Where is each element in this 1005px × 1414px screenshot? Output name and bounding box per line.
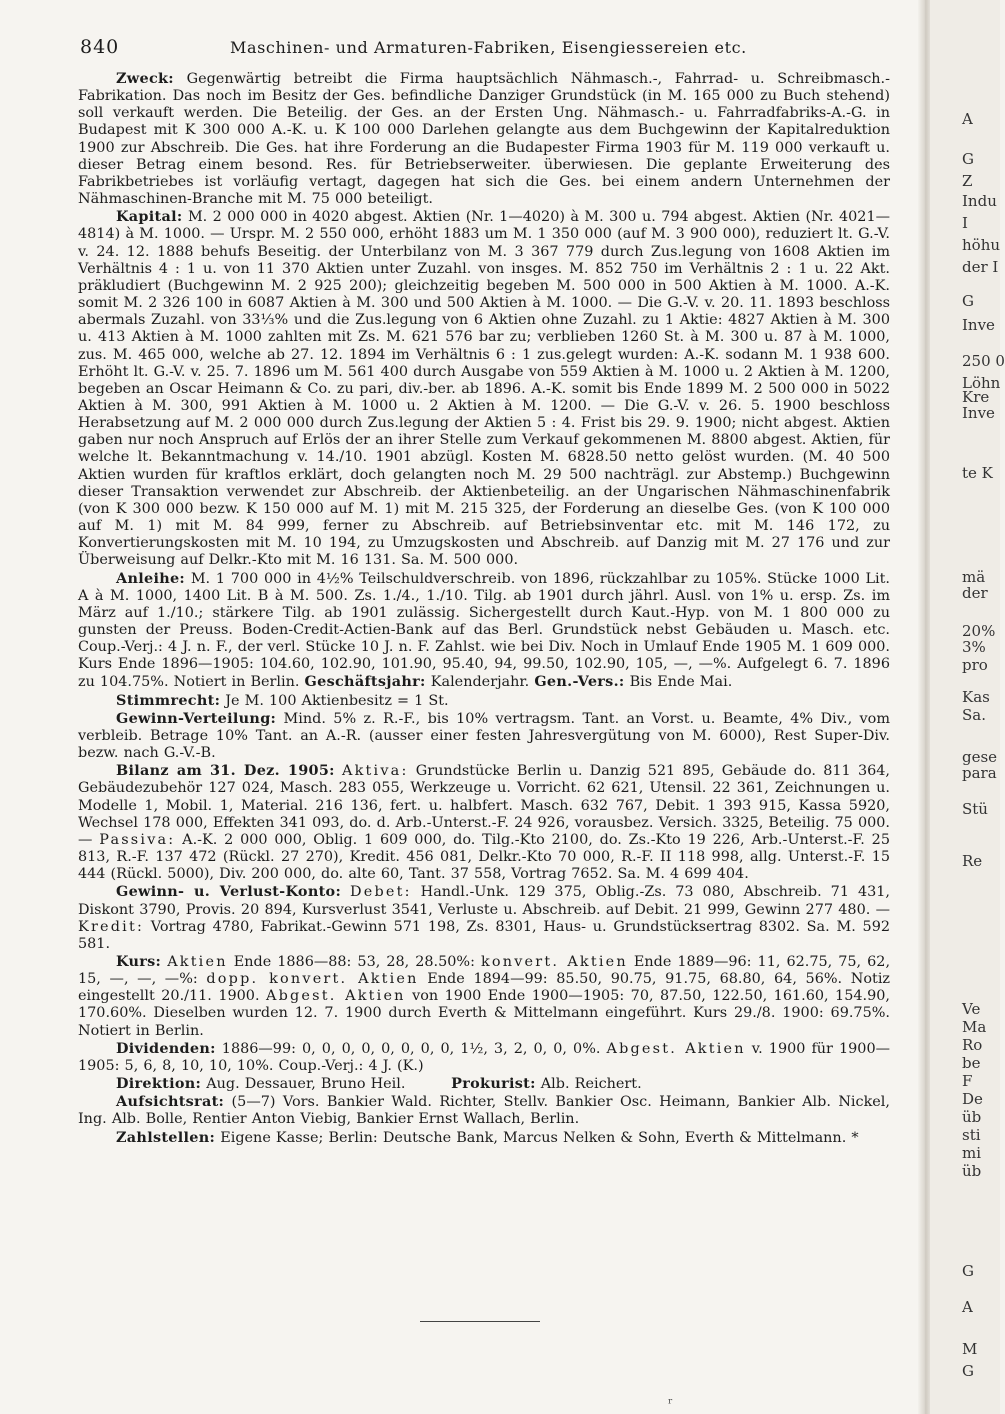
section-text: Ende 1886—88: 53, 28, 28.50%: [233, 953, 475, 970]
next-page-fragment: mi [962, 1144, 982, 1162]
section-label: Kapital: [116, 208, 183, 226]
section-stimmrecht [78, 692, 890, 710]
section-text: A.-K. 2 000 000, Oblig. 1 609 000, do. Tilg.-Kto 2100, do. Zs.-Kto 19 226, Arb.-Unterst.-F. 25 813, R.-F. 137 472 (Rückl. 27 270), Kredit. 456 081, Delkr.-Kto 70 000, R.-F. II 118 998, allg. Unterst.-F. 15 444 (Rückl. 5000), Div. 200 000, do. alte 60, Tant. 37 558, Vortrag 7652. Sa. M. 4 699 404. [78, 831, 890, 883]
passiva-label: Passiva: [99, 831, 176, 848]
section-gewinn-verlust [78, 883, 890, 953]
section-label: Zahlstellen: [116, 1128, 216, 1146]
next-page-fragment: der I [962, 258, 999, 276]
section-text: Handl.-Unk. 129 375, Oblig.-Zs. 73 080, Abschreib. 71 431, Diskont 3790, Provis. 20 894, Kursverlust 3541, Verluste u. Abschreib. auf Debit. 21 999, Gewinn 277 480. — [78, 884, 891, 918]
section-label: Direktion: [116, 1075, 202, 1093]
next-page-fragment: gese [962, 748, 998, 766]
next-page-fragment: Kas [962, 688, 990, 706]
section-text: Kalenderjahr. [430, 674, 530, 691]
section-text: Eigene Kasse; Berlin: Deutsche Bank, Marcus Nelken & Sohn, Everth & Mittelmann. * [220, 1129, 859, 1146]
section-dividenden [78, 1040, 890, 1075]
debet-label: Debet: [350, 884, 412, 901]
section-text: Aug. Dessauer, Bruno Heil. [206, 1076, 406, 1093]
section-label: Gewinn- u. Verlust-Konto: [116, 883, 342, 901]
abgest-label: Abgest. Aktien [606, 1040, 746, 1057]
section-label: Zweck: [116, 70, 174, 87]
section-kapital [78, 208, 890, 569]
next-page-fragment: üb [962, 1162, 982, 1180]
section-label: Geschäftsjahr: [304, 673, 426, 691]
section-aufsichtsrat [78, 1093, 890, 1128]
section-gewinn-verteilung [78, 710, 890, 762]
kredit-label: Kredit: [78, 918, 144, 935]
next-page-fragment: Kre [962, 388, 990, 406]
prokurist-label: Prokurist: [451, 1075, 536, 1093]
next-page-fragment: G [962, 292, 974, 310]
section-text: v. 1900 für 1900—1905: 5, 6, 8, 10, 10, 10%. Coup.-Verj.: 4 J. (K.) [78, 1040, 890, 1074]
section-anleihe [78, 570, 890, 692]
next-page-fragment: I [962, 214, 968, 232]
section-label: Stimmrecht: [116, 691, 221, 709]
page-header [80, 36, 880, 62]
next-page-fragment: Sa. [962, 706, 986, 724]
section-direktion [78, 1075, 890, 1093]
section-text: Mind. 5% z. R.-F., bis 10% vertragsm. Tant. an Vorst. u. Beamte, 4% Div., vom verbleib. Betrage 10% Tant. an A.-R. (ausser einer festen Jahresvergütung von M. 6000), Rest Super-Div. bezw. nach G.-V.-B. [78, 710, 890, 762]
next-page-fragment: A [962, 1298, 973, 1316]
next-page-fragment: Ma [962, 1018, 987, 1036]
aktiva-label: Aktiva: [342, 763, 409, 780]
next-page-fragment: Löhn [962, 374, 1001, 392]
section-label: Aufsichtsrat: [116, 1093, 225, 1111]
section-text: 1886—99: 0, 0, 0, 0, 0, 0, 0, 0, 1½, 3, 2, 0, 0, 0%. [221, 1040, 601, 1057]
next-page-fragment: Ro [962, 1036, 983, 1054]
next-page-fragment: Re [962, 852, 983, 870]
next-page-fragment: Ve [962, 1000, 981, 1018]
page-number: 840 [80, 36, 120, 58]
section-label: Bilanz am 31. Dez. 1905: [116, 762, 335, 780]
section-zahlstellen [78, 1129, 890, 1147]
next-page-fragment: Stü [962, 800, 988, 818]
konvert-label: konvert. Aktien [480, 953, 628, 970]
next-page-fragment: höhu [962, 236, 1001, 254]
section-text: Alb. Reichert. [540, 1076, 642, 1093]
next-page-fragment: G [962, 1362, 974, 1380]
abgest-label: Abgest. Aktien [266, 988, 406, 1005]
section-label: Gen.-Vers.: [534, 673, 625, 691]
dopp-konvert-label: dopp. konvert. Aktien [206, 971, 419, 988]
next-page-fragment: üb [962, 1108, 982, 1126]
section-text: (5—7) Vors. Bankier Wald. Richter, Stellv. Bankier Osc. Heimann, Bankier Alb. Nickel, Ing. Alb. Bolle, Rentier Anton Viebig, Bankier Ernst Wallach, Berlin. [78, 1094, 890, 1128]
next-page-fragment: Indu [962, 192, 997, 210]
aktien-label: Aktien [167, 953, 228, 970]
section-text: M. 1 700 000 in 4½% Teilschuldverschreib. von 1896, rückzahlbar zu 105%. Stücke 1000 Lit. A à M. 1000, 1400 Lit. B à M. 500. Zs. 1./4., 1./10. Tilg. ab 1901 durch jährl. Ausl. von 1% u. ersp. Zs. im März auf 1./10.; stärkere Tilg. ab 1901 zulässig. Sichergestellt durch Kaut.-Hyp. von M. 1 800 000 zu gunsten der Preuss. Boden-Credit-Actien-Bank auf das Berl. Grundstück nebst Gebäuden u. Masch. etc. Coup.-Verj.: 4 J. n. F., der verl. Stücke 10 J. n. F. Zahlst. wie bei Div. Noch in Umlauf Ende 1905 M. 1 609 000. Kurs Ende 1896—1905: 104.60, 102.90, 101.90, 95.40, 94, 99.50, 102.90, 105, —, —%. Aufgelegt 6. 7. 1896 zu 104.75%. Notiert in Berlin. [78, 570, 890, 691]
next-page-fragment: 250 0 [962, 352, 1005, 370]
section-label: Anleihe: [116, 569, 186, 587]
section-text: Grundstücke Berlin u. Danzig 521 895, Gebäude do. 811 364, Gebäudezubehör 127 024, Masch. 283 055, Werkzeuge u. Vorricht. 62 621, Utensil. 22 361, Zeichnungen u. Modelle 1, Mobil. 1, Material. 216 136, fert. u. halbfert. Masch. 632 767, Debit. 1 393 915, Kassa 5920, Wechsel 178 000, Effekten 341 093, do. d. Arb.-Unterst.-F. 24 926, vorausbez. Versich. 3325, Beteilig. 75 000. — [78, 763, 891, 848]
section-text: Ende 1894—99: 85.50, 90.75, 91.75, 68.80, 64, 56%. Notiz eingestellt 20./11. 1900. [78, 971, 891, 1005]
section-text: Gegenwärtig betreibt die Firma hauptsächlich Nähmasch.-, Fahrrad- u. Schreibmasch.-Fabrikation. Das noch im Besitz der Ges. befindliche Danziger Grundstück (in M. 165 000 zu Buch stehend) soll verkauft werden. Die Beteilig. der Ges. an der Ersten Ung. Nähmasch.- u. Fahrradfabriks-A.-G. in Budapest mit K 300 000 A.-K. u. K 100 000 Darlehen gelangte aus dem Buchgewinn der Kapitalreduktion 1900 zur Abschreib. Die Ges. hat ihre Forderung an die Budapester Firma 1903 für M. 119 000 verkauft u. dieser Betrag einem besond. Res. für Betriebserweiter. überwiesen. Die geplante Erweiterung des Fabrikbetriebes ist vorläufig vertagt, dagegen hat sich die Ges. bei einem andern Unternehmen der Nähmaschinen-Branche mit M. 75 000 beteiligt. [78, 71, 890, 208]
next-page-fragment: sti [962, 1126, 981, 1144]
next-page-fragment: mä [962, 568, 986, 586]
main-text-column [78, 70, 890, 1147]
next-page-fragment: der [962, 584, 988, 602]
section-text: Vortrag 4780, Fabrikat.-Gewinn 571 198, Zs. 8301, Haus- u. Grundstücksertrag 8302. Sa. M. 592 581. [78, 918, 891, 952]
section-text: Bis Ende Mai. [629, 674, 733, 691]
section-label: Kurs: [116, 952, 162, 970]
next-page-fragment: 3% [962, 638, 986, 656]
section-text: Je M. 100 Aktienbesitz = 1 St. [225, 692, 449, 709]
section-text: M. 2 000 000 in 4020 abgest. Aktien (Nr. 1—4020) à M. 300 u. 794 abgest. Aktien (Nr. 4021—4814) à M. 1000. — Urspr. M. 2 550 000, erhöht 1883 um M. 1 350 000 (auf M. 3 900 000), reduziert lt. G.-V. v. 24. 12. 1888 behufs Beseitig. der Unterbilanz von M. 3 367 779 durch Zus.legung von 1608 Aktien im Verhältnis 4 : 1 u. von 11 370 Aktien unter Zuzahl. von insges. M. 852 750 im Verhältnis 2 : 1 u. 22 Akt. präkludiert (Buchgewinn M. 2 925 200); gleichzeitig begeben M. 500 000 in 500 Aktien à M. 1000. A.-K. somit M. 2 326 100 in 6087 Aktien à M. 300 und 500 Aktien à M. 1000. — Die G.-V. v. 20. 11. 1893 beschloss abermals Zuzahl. von 33⅓% und die Zus.legung von 6 Aktien ohne Zuzahl. zu 1 Aktie: 4827 Aktien à M. 300 u. 413 Aktien à M. 1000 zahlten mit Zs. M. 621 576 bar zu; verblieben 1260 St. à M. 300 u. 87 à M. 1000, zus. M. 465 000, welche ab 27. 12. 1894 im Verhältnis 6 : 1 zus.gelegt wurden: A.-K. sodann M. 1 938 600. Erhöht lt. G.-V. v. 25. 7. 1896 um M. 561 400 durch Ausgabe von 559 Aktien à M. 1000 u. 2 Aktien à M. 1200, begeben an Oscar Heimann & Co. zu pari, div.-ber. ab 1896. A.-K. somit bis Ende 1899 M. 2 500 000 in 5022 Aktien à M. 300, 991 Aktien à M. 1000 u. 2 Aktien à M. 1200. — Die G.-V. v. 26. 5. 1900 beschloss Herabsetzung auf M. 2 000 000 durch Zus.legung der Aktien 5 : 4. Frist bis 29. 9. 1900; nicht abgest. Aktien gaben nur noch Anspruch auf Erlös der an ihrer Stelle zum Verkauf gekommenen M. 8800 abgest. Aktien, für welche lt. Bekanntmachung v. 14./10. 1901 abzügl. Kosten M. 6828.50 netto gelöst wurden. (M. 40 500 Aktien wurden für kraftlos erklärt, doch gelangten noch M. 29 500 nachträgl. zur Abstemp.) Buchgewinn dieser Transaktion verwendet zur Abschreib. der Aktienbeteilig. an der Ungarischen Nähmaschinenfabrik (von K 300 000 bezw. K 150 000 auf M. 1) mit M. 215 325, der Forderung an dieselbe Ges. (von K 100 000 auf M. 1) mit M. 84 999, ferner zu Abschreib. auf Betriebsinventar etc. mit M. 146 172, zu Konvertierungskosten mit M. 10 194, zu Umzugskosten und Abschreib. auf Danzig mit M. 27 176 und zur Überweisung auf Delkr.-Kto mit M. 16 131. Sa. M. 500 000. [78, 209, 890, 569]
next-page-fragment: Inve [962, 316, 995, 334]
next-page-fragment: Z [962, 172, 973, 190]
section-bilanz [78, 762, 890, 883]
next-page-edge [930, 0, 1005, 1414]
printer-mark: ʳ [668, 1396, 673, 1412]
next-page-fragment: para [962, 764, 997, 782]
next-page-fragment: Inve [962, 404, 995, 422]
next-page-fragment: F [962, 1072, 973, 1090]
section-text: Ende 1889—96: 11, 62.75, 75, 62, 15, —, —, —%: [78, 953, 891, 988]
section-kurs [78, 953, 890, 1040]
section-label: Gewinn-Verteilung: [116, 709, 277, 727]
next-page-fragment: G [962, 1262, 974, 1280]
next-page-fragment: 20% [962, 622, 996, 640]
next-page-fragment: M [962, 1340, 978, 1358]
next-page-fragment: De [962, 1090, 983, 1108]
section-zweck [78, 70, 890, 208]
next-page-fragment: A [962, 110, 973, 128]
next-page-fragment: be [962, 1054, 981, 1072]
next-page-fragment: G [962, 150, 974, 168]
section-label: Dividenden: [116, 1039, 216, 1057]
next-page-fragment: te K [962, 464, 993, 482]
end-rule [420, 1321, 540, 1322]
running-title: Maschinen- und Armaturen-Fabriken, Eisengiessereien etc. [230, 38, 747, 57]
next-page-fragment: pro [962, 656, 988, 674]
section-text: von 1900 Ende 1900—1905: 70, 87.50, 122.50, 161.60, 154.90, 170.60%. Dieselben wurden 12. 7. 1900 durch Everth & Mittelmann eingeführt. Kurs 29./8. 1900: 69.75%. Notiert in Berlin. [78, 988, 890, 1039]
